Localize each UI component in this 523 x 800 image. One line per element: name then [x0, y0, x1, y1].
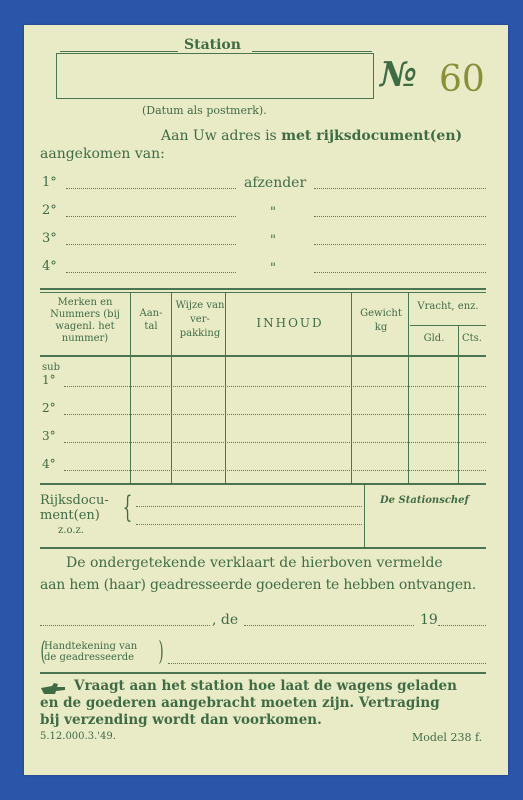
intro-prefix: Aan Uw adres is — [161, 128, 282, 144]
col-header-count: Aan-tal — [139, 308, 163, 332]
date-line — [244, 625, 414, 626]
ditto-mark-3: " — [270, 233, 276, 248]
documents-label-line-2: ment(en) — [40, 508, 100, 523]
afzender-line-3 — [314, 244, 486, 245]
col-header-freight: Vracht, enz. — [417, 301, 479, 312]
col-divider-1 — [130, 293, 131, 483]
sender-row-4-label: 4° — [42, 259, 57, 274]
sender-row-2-line — [66, 216, 236, 217]
documents-label — [40, 493, 109, 523]
table-row-4-line — [64, 470, 486, 471]
number-symbol: № — [380, 55, 417, 95]
documents-line-2 — [136, 524, 362, 525]
table-row-2-line — [64, 414, 486, 415]
signature-caption-line-2: de geadresseerde — [44, 652, 135, 663]
col-header-gld: Gld. — [423, 333, 445, 344]
stationschef-divider — [364, 485, 365, 547]
col-header-contents: INHOUD — [256, 316, 324, 330]
consignment-card — [24, 25, 508, 775]
notice-line-1: Vraagt aan het station hoe laat de wagens geladen — [74, 678, 457, 694]
afzender-label: afzender — [244, 175, 307, 191]
sender-row-1-line — [66, 188, 236, 189]
freight-sub-rule — [410, 325, 486, 326]
row-sub-label: sub — [42, 362, 60, 373]
table-top-rule-2 — [40, 292, 486, 293]
afzender-line-2 — [314, 216, 486, 217]
station-rule-left — [60, 51, 178, 52]
col-header-marks: Merken en Nummers (bij wagenl. het nummer) — [50, 297, 120, 344]
table-top-rule-1 — [40, 288, 486, 290]
declaration-line-1: De ondergetekende verklaart de hierboven vermelde — [66, 555, 443, 571]
signature-line — [168, 663, 486, 664]
pointing-hand-icon — [40, 681, 66, 695]
stationschef-label: De Stationschef — [380, 495, 469, 506]
declaration-line-2: aan hem (haar) geadresseerde goederen te hebben ontvangen. — [40, 577, 476, 593]
station-stamp-box — [56, 53, 374, 99]
signature-brace-left: ( — [40, 637, 46, 667]
signature-caption-line-1: Handtekening van — [44, 641, 138, 652]
intro-line-2: aangekomen van: — [40, 146, 165, 162]
year-line — [438, 625, 486, 626]
sender-row-1-label: 1° — [42, 175, 57, 190]
documents-zoz: z.o.z. — [58, 525, 84, 536]
year-prefix: 19 — [420, 612, 438, 628]
date-caption: (Datum als postmerk). — [142, 104, 267, 117]
col-header-cts: Cts. — [462, 333, 482, 344]
notice-top-rule — [40, 672, 486, 674]
serial-number: 60 — [439, 59, 485, 100]
signature-brace-right: ) — [158, 637, 164, 667]
signature-caption — [44, 641, 137, 663]
sender-row-3-label: 3° — [42, 231, 57, 246]
notice-line-2: en de goederen aangebracht moeten zijn. Vertraging — [40, 695, 440, 711]
documents-line-1 — [136, 506, 362, 507]
documents-label-line-1: Rijksdocu- — [40, 493, 109, 508]
documents-brace: { — [122, 490, 133, 525]
col-header-packing: Wijze van ver-pakking — [175, 300, 225, 339]
table-row-2-label: 2° — [42, 401, 56, 415]
afzender-line-4 — [314, 272, 486, 273]
table-row-3-line — [64, 442, 486, 443]
col-divider-4 — [351, 293, 352, 483]
table-row-1-label: 1° — [42, 373, 56, 387]
col-divider-5 — [408, 293, 409, 483]
model-number: Model 238 f. — [412, 731, 483, 744]
station-label: Station — [184, 37, 241, 53]
documents-bottom-rule — [40, 547, 486, 549]
ditto-mark-2: " — [270, 205, 276, 220]
table-header-bottom-rule — [40, 355, 486, 357]
col-divider-6 — [458, 325, 459, 483]
table-bottom-rule — [40, 483, 486, 485]
col-divider-3 — [225, 293, 226, 483]
table-row-1-line — [64, 386, 486, 387]
col-header-weight: Gewicht kg — [360, 308, 402, 333]
intro-bold: met rijksdocument(en) — [281, 128, 463, 144]
sender-row-3-line — [66, 244, 236, 245]
place-line — [40, 625, 210, 626]
col-divider-2 — [171, 293, 172, 483]
ditto-mark-4: " — [270, 261, 276, 276]
intro-line-1 — [161, 128, 462, 144]
sender-row-4-line — [66, 272, 236, 273]
de-label: , de — [212, 612, 239, 628]
notice-line-3: bij verzending wordt dan voorkomen. — [40, 712, 322, 728]
table-row-3-label: 3° — [42, 429, 56, 443]
table-row-4-label: 4° — [42, 457, 56, 471]
print-code: 5.12.000.3.'49. — [40, 731, 116, 742]
afzender-line-1 — [314, 188, 486, 189]
station-rule-right — [252, 51, 372, 52]
sender-row-2-label: 2° — [42, 203, 57, 218]
